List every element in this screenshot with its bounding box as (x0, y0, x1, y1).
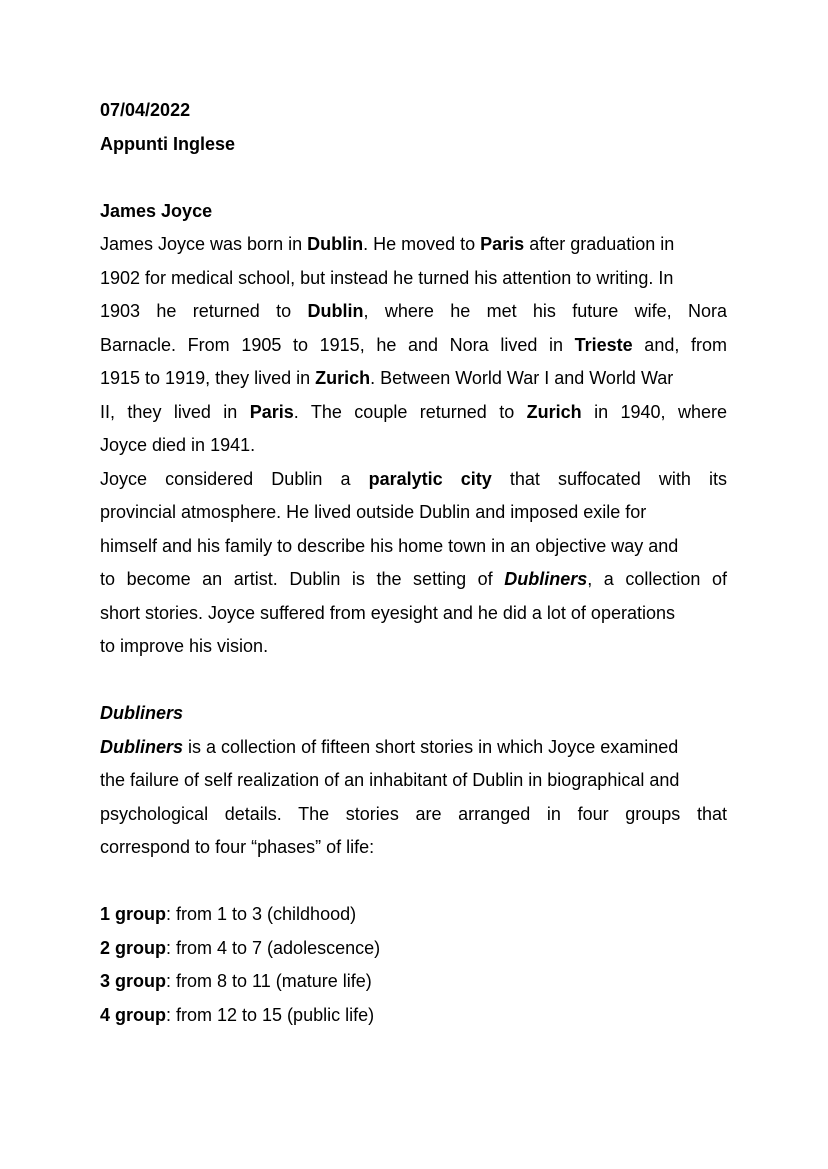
joyce-text-line (100, 429, 727, 463)
groups-list (100, 898, 727, 1032)
dubliners-paragraph (100, 731, 727, 865)
spacer (100, 664, 727, 698)
note-date: 07/04/2022 (100, 100, 191, 120)
group-item (100, 999, 727, 1033)
text-run: that suffocated with its (491, 468, 727, 489)
group-range: : from 8 to 11 (mature life) (166, 971, 372, 991)
text-run: provincial atmosphere. He lived outside Dublin and imposed exile for (100, 502, 647, 522)
james-joyce-paragraphs (100, 228, 727, 664)
spacer (100, 161, 727, 195)
group-label: 3 group (100, 971, 166, 991)
text-run: 1915 to 1919, they lived in (100, 368, 316, 388)
emphasized-text: Dublin (307, 301, 364, 321)
joyce-text-line (100, 295, 727, 329)
joyce-text-line (100, 228, 727, 262)
emphasized-text: Paris (249, 401, 294, 422)
emphasized-text: Paris (480, 234, 525, 254)
text-run: 1902 for medical school, but instead he turned his attention to writing. In (100, 267, 674, 288)
emphasized-text: Trieste (574, 334, 633, 355)
emphasized-text: Zurich (315, 368, 371, 388)
group-label: 4 group (100, 1004, 166, 1025)
section-heading-james-joyce: James Joyce (100, 200, 213, 221)
text-run: in 1940, where (581, 401, 728, 422)
dubliners-text-line (100, 764, 727, 798)
dubliners-text-line (100, 798, 727, 832)
text-run: the failure of self realization of an inhabitant of Dublin in biographical and (100, 770, 680, 790)
group-range: : from 4 to 7 (adolescence) (166, 937, 381, 958)
text-run: 1903 he returned to (100, 301, 308, 321)
document-content (100, 94, 727, 1032)
emphasized-text: Dubliners (100, 736, 184, 757)
text-run: , a collection of (587, 569, 727, 589)
group-label: 2 group (100, 937, 166, 958)
text-run: to become an artist. Dublin is the setting of (100, 569, 505, 589)
note-title: Appunti Inglese (100, 133, 235, 154)
joyce-text-line (100, 396, 727, 430)
emphasized-text: Zurich (526, 401, 582, 422)
text-run: Barnacle. From 1905 to 1915, he and Nora lived in (100, 334, 575, 355)
joyce-text-line (100, 630, 727, 664)
joyce-text-line (100, 530, 727, 564)
text-run: , where he met his future wife, Nora (363, 301, 728, 321)
text-run: II, they lived in (100, 401, 250, 422)
joyce-text-line (100, 329, 727, 363)
group-range: : from 1 to 3 (childhood) (166, 904, 357, 924)
group-item (100, 898, 727, 932)
text-run: . The couple returned to (293, 401, 527, 422)
group-item (100, 932, 727, 966)
text-run: and, from (632, 334, 727, 355)
text-run: to improve his vision. (100, 636, 269, 656)
group-item (100, 965, 727, 999)
text-run: Joyce died in 1941. (100, 435, 256, 455)
emphasized-text: Dubliners (504, 569, 588, 589)
joyce-text-line (100, 563, 727, 597)
dubliners-text-line (100, 731, 727, 765)
text-run: himself and his family to describe his home town in an objective way and (100, 535, 679, 556)
emphasized-text: Dublin (307, 234, 364, 254)
spacer (100, 865, 727, 899)
text-run: James Joyce was born in (100, 234, 308, 254)
dubliners-text-line (100, 831, 727, 865)
joyce-text-line (100, 463, 727, 497)
section-heading-dubliners: Dubliners (100, 703, 184, 723)
text-run: Joyce considered Dublin a (100, 468, 369, 489)
text-run: is a collection of fifteen short stories in which Joyce examined (183, 736, 679, 757)
text-run: . Between World War I and World War (370, 368, 674, 388)
emphasized-text: paralytic city (368, 468, 492, 489)
joyce-text-line (100, 362, 727, 396)
group-range: : from 12 to 15 (public life) (166, 1004, 375, 1025)
text-run: after graduation in (524, 234, 675, 254)
text-run: . He moved to (363, 234, 481, 254)
joyce-text-line (100, 496, 727, 530)
text-run: psychological details. The stories are arranged in four groups that (100, 803, 727, 824)
group-label: 1 group (100, 904, 166, 924)
text-run: short stories. Joyce suffered from eyesight and he did a lot of operations (100, 602, 675, 623)
joyce-text-line (100, 262, 727, 296)
text-run: correspond to four “phases” of life: (100, 837, 375, 857)
joyce-text-line (100, 597, 727, 631)
